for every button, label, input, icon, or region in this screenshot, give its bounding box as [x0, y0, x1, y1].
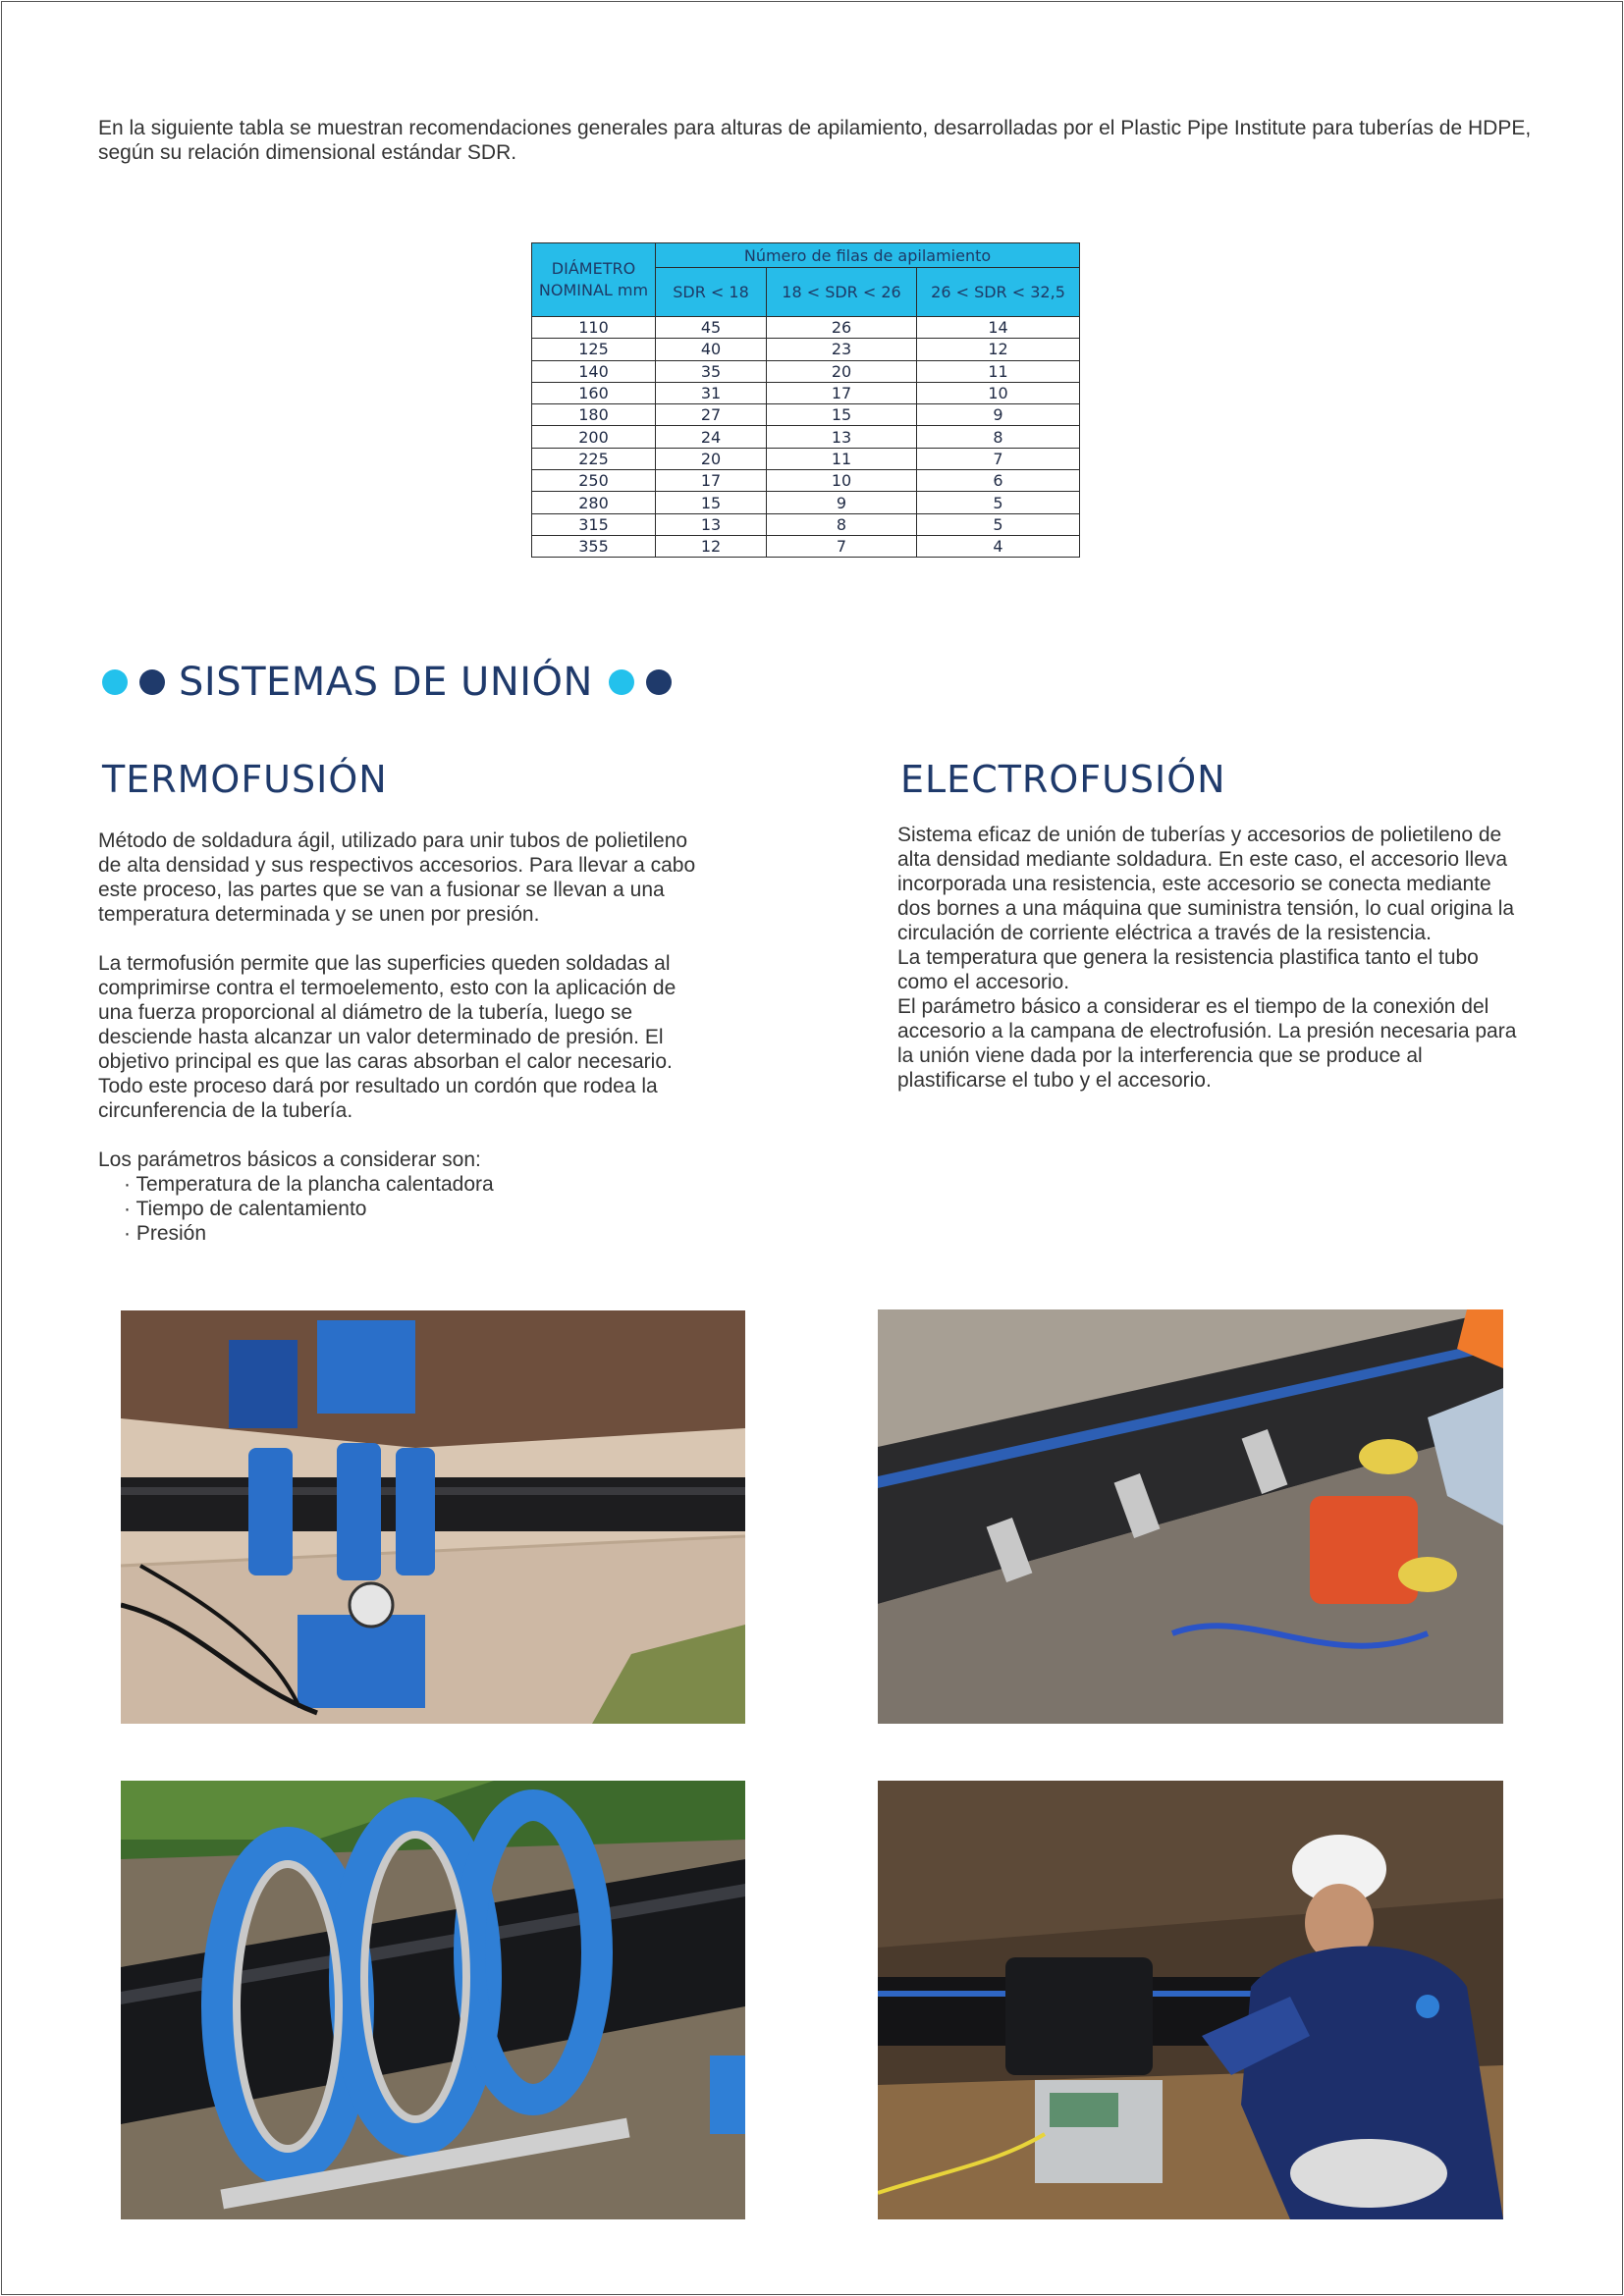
table-cell: 5 [917, 513, 1080, 535]
electrofusion-paragraph: El parámetro básico a considerar es el tiempo de la conexión del accesorio a la campana de electrofusión. La presión necesaria para la unión viene dada por la interferencia que se produce al plastificarse el tubo y el accesorio. [897, 995, 1517, 1092]
table-row [532, 513, 1080, 535]
table-cell: 355 [532, 535, 656, 557]
header-sdr-1: SDR < 18 [656, 268, 767, 317]
header-stack-rows: Número de filas de apilamiento [656, 243, 1080, 268]
table-cell: 24 [656, 426, 767, 448]
table-cell: 11 [767, 448, 917, 469]
table-cell: 280 [532, 492, 656, 513]
termofusion-title: TERMOFUSIÓN [102, 758, 388, 801]
stacking-table [531, 242, 1080, 558]
bullet-dot-icon [646, 669, 672, 695]
table-row [532, 470, 1080, 492]
table-cell: 160 [532, 382, 656, 403]
table-cell: 250 [532, 470, 656, 492]
photo-electrofusion-trench [878, 1309, 1503, 1724]
electrofusion-text [897, 823, 1526, 1093]
header-sdr-3: 26 < SDR < 32,5 [917, 268, 1080, 317]
table-cell: 225 [532, 448, 656, 469]
list-item: · Presión [124, 1221, 707, 1246]
table-row [532, 535, 1080, 557]
termofusion-paragraph: Método de soldadura ágil, utilizado para unir tubos de polietileno de alta densidad y sus respectivos accesorios. Para llevar a cabo este proceso, las partes que se van a fusionar se llevan a una temperatura determinada y se unen por presión. [98, 829, 696, 926]
table-cell: 315 [532, 513, 656, 535]
table-cell: 7 [767, 535, 917, 557]
table-row [532, 492, 1080, 513]
table-cell: 45 [656, 317, 767, 339]
table-cell: 10 [917, 382, 1080, 403]
table-cell: 12 [656, 535, 767, 557]
photo-termofusion-machine [121, 1310, 745, 1724]
table-cell: 35 [656, 360, 767, 382]
table-cell: 14 [917, 317, 1080, 339]
table-cell: 8 [917, 426, 1080, 448]
bullet-dot-icon [609, 669, 634, 695]
table-cell: 31 [656, 382, 767, 403]
table-row [532, 317, 1080, 339]
header-diameter: DIÁMETRO NOMINAL mm [532, 243, 656, 317]
photo-electrofusion-technician [878, 1781, 1503, 2219]
table-cell: 17 [656, 470, 767, 492]
table-cell: 9 [917, 404, 1080, 426]
table-row [532, 448, 1080, 469]
list-item: · Tiempo de calentamiento [124, 1197, 707, 1221]
table-cell: 15 [656, 492, 767, 513]
intro-paragraph: En la siguiente tabla se muestran recomendaciones generales para alturas de apilamiento, desarrolladas por el Plastic Pipe Institute para tuberías de HDPE, según su relación dimensional estándar SDR. [98, 117, 1532, 164]
table-cell: 10 [767, 470, 917, 492]
params-list [98, 1172, 707, 1246]
termofusion-text [98, 828, 707, 1246]
table-cell: 23 [767, 339, 917, 360]
table-row [532, 426, 1080, 448]
header-sdr-2: 18 < SDR < 26 [767, 268, 917, 317]
table-cell: 27 [656, 404, 767, 426]
electrofusion-paragraph: La temperatura que genera la resistencia plastifica tanto el tubo como el accesorio. [897, 946, 1479, 993]
bullet-dot-icon [102, 669, 128, 695]
table-cell: 140 [532, 360, 656, 382]
table-row [532, 360, 1080, 382]
table-row [532, 404, 1080, 426]
table-cell: 110 [532, 317, 656, 339]
table-cell: 26 [767, 317, 917, 339]
table-cell: 15 [767, 404, 917, 426]
section-heading [102, 653, 685, 712]
photo-termofusion-clamps [121, 1781, 745, 2219]
params-intro: Los parámetros básicos a considerar son: [98, 1148, 481, 1171]
table-cell: 13 [656, 513, 767, 535]
table-cell: 20 [767, 360, 917, 382]
termofusion-paragraph: La termofusión permite que las superficies queden soldadas al comprimirse contra el termoelemento, esto con la aplicación de una fuerza proporcional al diámetro de la tubería, luego se desciende hasta alcanzar un valor determinado de presión. El objetivo principal es que las caras absorban el calor necesario. Todo este proceso dará por resultado un cordón que rodea la circunferencia de la tubería. [98, 952, 677, 1122]
table-cell: 125 [532, 339, 656, 360]
table-cell: 12 [917, 339, 1080, 360]
table-cell: 8 [767, 513, 917, 535]
table-cell: 20 [656, 448, 767, 469]
table-row [532, 339, 1080, 360]
table-cell: 5 [917, 492, 1080, 513]
table-cell: 200 [532, 426, 656, 448]
table-cell: 6 [917, 470, 1080, 492]
table-cell: 7 [917, 448, 1080, 469]
table-cell: 13 [767, 426, 917, 448]
list-item: · Temperatura de la plancha calentadora [124, 1172, 707, 1197]
electrofusion-paragraph: Sistema eficaz de unión de tuberías y accesorios de polietileno de alta densidad mediante soldadura. En este caso, el accesorio lleva incorporada una resistencia, este accesorio se conecta mediante dos bornes a una máquina que suministra tensión, lo cual origina la circulación de corriente eléctrica a través de la resistencia. [897, 824, 1515, 944]
table-cell: 17 [767, 382, 917, 403]
bullet-dot-icon [139, 669, 165, 695]
table-row [532, 382, 1080, 403]
table-cell: 40 [656, 339, 767, 360]
electrofusion-title: ELECTROFUSIÓN [900, 758, 1226, 801]
table-cell: 4 [917, 535, 1080, 557]
section-title: SISTEMAS DE UNIÓN [179, 660, 593, 705]
table-cell: 11 [917, 360, 1080, 382]
table-cell: 180 [532, 404, 656, 426]
table-cell: 9 [767, 492, 917, 513]
